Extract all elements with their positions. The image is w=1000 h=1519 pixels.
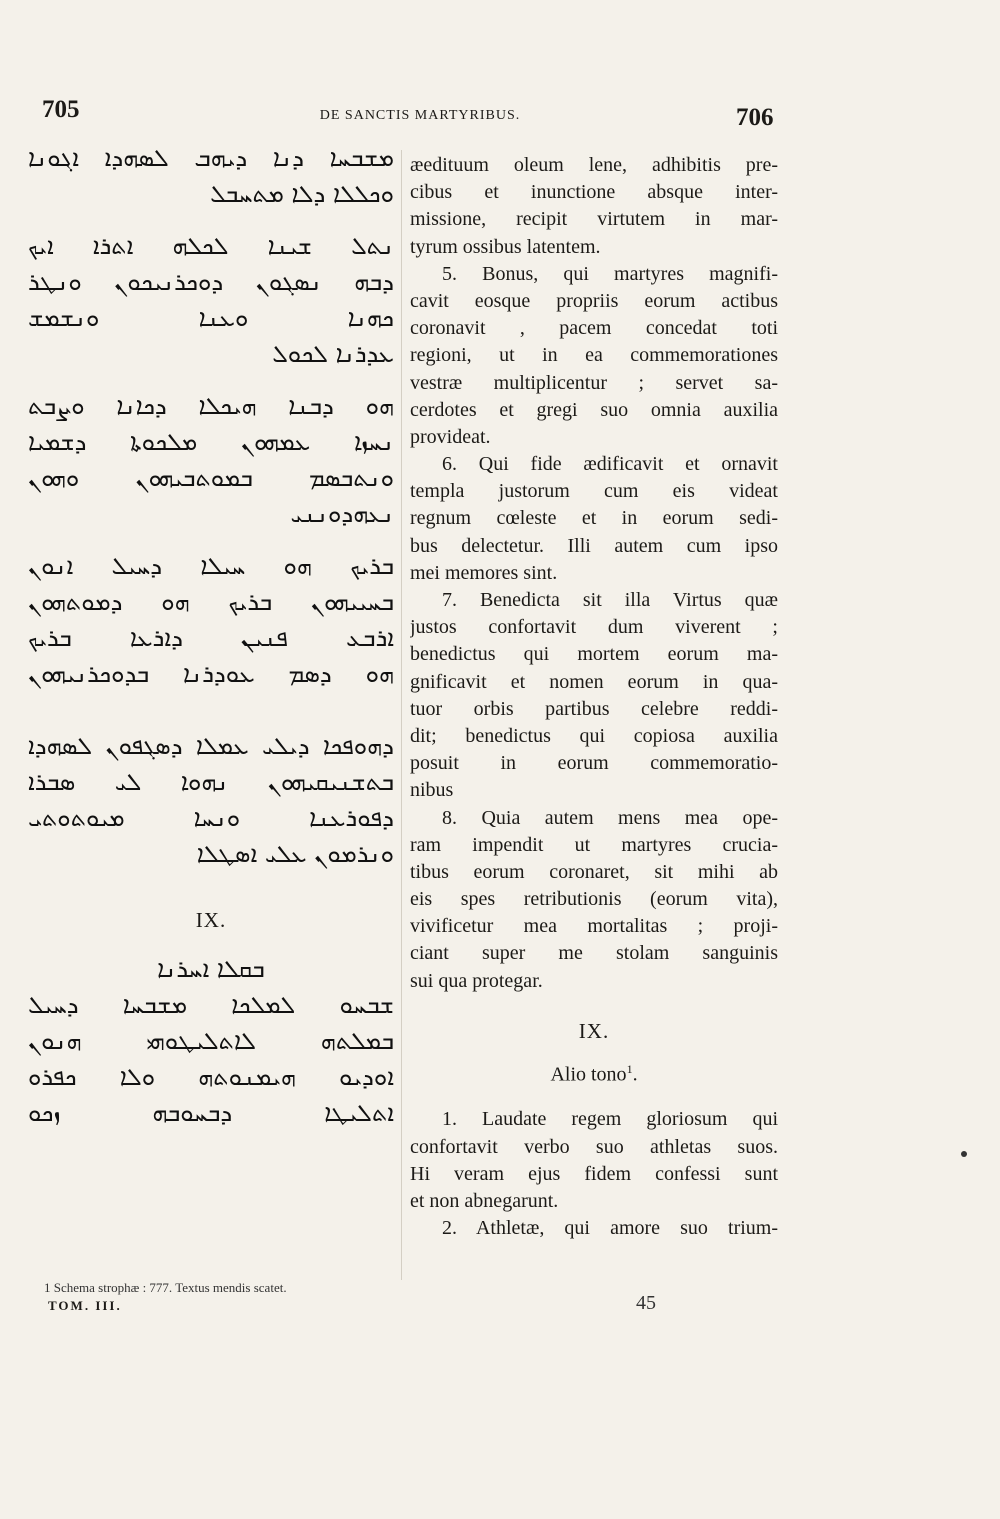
latin-line: provideat. xyxy=(410,425,491,448)
latin-line: tyrum ossibus latentem. xyxy=(410,235,601,258)
column-divider xyxy=(401,150,402,1280)
latin-paragraph xyxy=(410,451,778,587)
syriac-stanza xyxy=(28,140,394,212)
syriac-line: ܕܒܗ ܢܣܓܘܢ ܕܘܟܪܢܝܟܘܢ ܘܢܛܪ xyxy=(28,268,394,296)
latin-line: æedituum oleum lene, adhibitis pre- xyxy=(410,154,778,176)
syriac-line: ܢܥܗܕܘܢܢܝ xyxy=(290,500,394,528)
latin-line: justos confortavit dum viverent ; xyxy=(410,616,778,639)
syriac-line: ܢܚܙܐ ܥܡܗܘܢ ܡܠܟܘܬܐ ܕܫܡܝܐ xyxy=(28,428,394,456)
syriac-line: ܘܢܪܡܘܢ ܥܠܝ ܐܣܛܠܐ xyxy=(196,840,394,868)
latin-line: vivificetur mea mortalitas ; proji- xyxy=(410,915,778,938)
latin-line: cerdotes et gregi suo omnia auxilia xyxy=(410,398,778,421)
latin-line: posuit in eorum commemoratio- xyxy=(410,752,778,775)
syriac-column xyxy=(28,140,394,1147)
latin-line: ciant super me stolam sanguinis xyxy=(410,942,778,965)
syriac-line: ܢܬܠ ܫܝܢܐ ܠܟܠܗ ܐܬܪܐ ܐܝܟ xyxy=(28,232,394,260)
latin-line: 8. Quia autem mens mea ope- xyxy=(442,806,778,829)
latin-line: 6. Qui fide ædificavit et ornavit xyxy=(442,453,778,476)
syriac-line: ܐܬܠܝܛܐ ܕܒܚܘܒܗ ܙܟܘ xyxy=(28,1099,394,1127)
syriac-line: ܘܟܠܠܐ ܕܠܐ ܡܬܚܒܠ xyxy=(210,180,394,208)
syriac-line: ܥܕܪܢܐ ܠܟܘܠ xyxy=(272,340,394,368)
latin-paragraph xyxy=(410,152,778,261)
latin-paragraph xyxy=(410,261,778,451)
latin-line: templa justorum cum eis videat xyxy=(410,480,778,503)
syriac-line: ܗܘ ܕܒܢܐ ܗܝܟܠܐ ܕܟܐܢܐ ܘܨܒܬ xyxy=(28,392,394,420)
latin-line: cavit eosque propriis eorum actibus xyxy=(410,289,778,312)
syriac-line: ܐܘܕܝܘ ܗܝܡܢܘܬܗ ܘܠܐ ܟܦܪܘ xyxy=(28,1063,394,1091)
latin-line: et non abnegarunt. xyxy=(410,1190,559,1213)
latin-paragraph xyxy=(410,805,778,995)
latin-line: tuor orbis partibus celebre reddi- xyxy=(410,697,778,720)
latin-line: Hi veram ejus fidem confessi sunt xyxy=(410,1162,778,1185)
syriac-line: ܒܡܠܬܗ ܠܐܬܠܝܛܘܗܝ ܗܢܘܢ xyxy=(28,1027,394,1055)
latin-line: gnificavit et nomen eorum in qua- xyxy=(410,670,778,693)
latin-line: 5. Bonus, qui martyres magnifi- xyxy=(442,262,778,285)
latin-line: confortavit verbo suo athletas suos. xyxy=(410,1135,778,1158)
volume-label: TOM. III. xyxy=(48,1298,122,1313)
latin-line: missione, recipit virtutem in mar- xyxy=(410,208,778,231)
latin-line: ram impendit ut martyres crucia- xyxy=(410,833,778,856)
syriac-stanza xyxy=(28,388,394,532)
latin-line: benedictus qui mortem eorum ma- xyxy=(410,643,778,666)
latin-line: 2. Athletæ, qui amore suo trium- xyxy=(442,1217,778,1240)
latin-line: dit; benedictus qui copiosa auxilia xyxy=(410,724,778,747)
running-title: DE SANCTIS MARTYRIBUS. xyxy=(319,108,521,123)
syriac-stanza xyxy=(28,728,394,872)
latin-line: tibus eorum coronaret, sit mihi ab xyxy=(410,860,778,883)
latin-line: mei memores sint. xyxy=(410,561,558,584)
latin-line: 1. Laudate regem gloriosum qui xyxy=(442,1108,778,1131)
latin-line: regnum cœleste et in eorum sedi- xyxy=(410,507,778,530)
signature-mark: 45 xyxy=(636,1292,656,1314)
latin-line: nibus xyxy=(410,779,454,802)
syriac-line: ܫܒܚܘ ܠܡܠܟܐ ܡܫܒܚܐ ܕܚܝܠ xyxy=(28,991,394,1019)
syriac-line: ܘܢܬܒܣܡ ܒܡܘܬܒܝܗܘܢ ܘܗܘܢ xyxy=(28,464,394,492)
footnote-marker: 1 xyxy=(626,1061,633,1076)
latin-section-heading: IX. xyxy=(578,1018,610,1043)
latin-line: vestræ multiplicentur ; servet sa- xyxy=(410,371,778,394)
page-number-left: 705 xyxy=(42,96,80,123)
syriac-line: ܕܦܘܪܥܢܐ ܘܢܚܐ ܡܝܘܬܘܬܝ xyxy=(28,804,394,832)
syriac-line: ܒܩܠܐ ܐܚܪܢܐ xyxy=(157,955,265,983)
syriac-line: ܕܗܘܦܟܐ ܕܝܠܝ ܥܡܠܐ ܕܣܓܦܘܢ ܠܣܗܕܐ xyxy=(28,732,394,760)
syriac-stanza xyxy=(28,548,394,692)
latin-paragraph xyxy=(410,1215,778,1242)
latin-subheading: Alio tono$^1$. xyxy=(550,1061,638,1086)
syriac-stanza-ix xyxy=(28,951,394,1131)
latin-line: cibus et inunctione absque inter- xyxy=(410,181,778,204)
syriac-line: ܡܫܒܚܐ ܕܢܐ ܕܝܗܒ ܠܣܗܕܐ ܐܓܘܢܐ xyxy=(28,144,394,172)
page-header xyxy=(0,96,1000,136)
latin-line: coronavit , pacem concedat toti xyxy=(410,317,778,340)
latin-line: eis spes retributionis (eorum vita), xyxy=(410,888,778,911)
page-number-right: 706 xyxy=(736,104,774,131)
latin-line: 7. Benedicta sit illa Virtus quæ xyxy=(442,589,778,611)
latin-subheading-text: Alio tono xyxy=(550,1063,627,1086)
latin-paragraph xyxy=(410,587,778,805)
syriac-section-heading: IX. xyxy=(195,908,227,932)
ink-speck xyxy=(961,1151,967,1157)
syriac-line: ܒܚܝܝܗܘܢ ܒܪܝܟ ܗܘ ܕܡܘܬܗܘܢ xyxy=(28,588,394,616)
latin-line: sui qua protegar. xyxy=(410,969,543,992)
syriac-stanza xyxy=(28,228,394,372)
latin-paragraph xyxy=(410,1106,778,1215)
syriac-line: ܒܪܝܟ ܗܘ ܚܝܠܐ ܕܚܝܠ ܐܢܘܢ xyxy=(28,552,394,580)
footnote: 1 Schema strophæ : 777. Textus mendis scatet. xyxy=(44,1280,287,1295)
latin-column xyxy=(410,152,778,1242)
syriac-line: ܐܪܒܥ ܦܢܝܢ ܕܐܪܥܐ ܒܪܝܟ xyxy=(28,624,394,652)
syriac-line: ܗܘ ܕܣܡ ܥܘܕܪܢܐ ܒܕܘܟܪܢܝܗܘܢ xyxy=(28,660,394,688)
syriac-line: ܟܗܢܐ ܘܥܢܐ ܘܢܫܡܫ xyxy=(28,304,394,332)
latin-line: bus delectetur. Illi autem cum ipso xyxy=(410,534,778,557)
latin-line: regioni, ut in ea commemorationes xyxy=(410,344,778,367)
syriac-line: ܒܬܫܢܝܩܝܗܘܢ ܢܗܘܐ ܠܝ ܣܒܪܐ xyxy=(28,768,394,796)
